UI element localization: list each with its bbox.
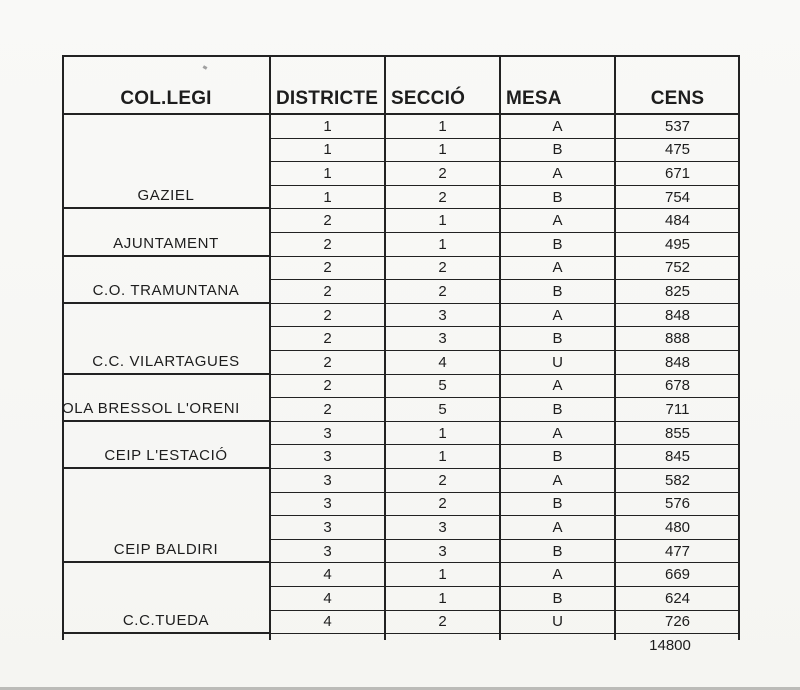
college-name: GAZIEL [62, 115, 270, 209]
cens-cell: 845 [615, 445, 740, 469]
college-name: C.C.TUEDA [62, 563, 270, 634]
mesa-cell: B [500, 233, 615, 257]
seccio-cell: 5 [385, 375, 500, 399]
mesa-cell: U [500, 611, 615, 635]
header-seccio: SECCIÓ [391, 88, 466, 109]
mesa-cell: A [500, 516, 615, 540]
college-name: C.C. VILARTAGUES [62, 304, 270, 375]
cens-cell: 495 [615, 233, 740, 257]
seccio-cell: 1 [385, 422, 500, 446]
cens-cell: 754 [615, 186, 740, 210]
seccio-cell: 1 [385, 587, 500, 611]
districte-cell: 2 [270, 233, 385, 257]
seccio-cell: 5 [385, 398, 500, 422]
districte-cell: 4 [270, 587, 385, 611]
college-name: OLA BRESSOL L'ORENI [62, 375, 270, 422]
cens-cell: 848 [615, 351, 740, 375]
cens-cell: 671 [615, 162, 740, 186]
header-row [62, 55, 740, 115]
mesa-cell: A [500, 209, 615, 233]
districte-cell: 2 [270, 351, 385, 375]
seccio-cell: 2 [385, 493, 500, 517]
seccio-cell: 2 [385, 611, 500, 635]
college-name: C.O. TRAMUNTANA [62, 257, 270, 304]
mesa-cell: A [500, 115, 615, 139]
mesa-cell: B [500, 540, 615, 564]
mesa-cell: A [500, 375, 615, 399]
total-cens: 14800 [649, 637, 691, 654]
districte-cell: 1 [270, 115, 385, 139]
cens-cell: 752 [615, 257, 740, 281]
mesa-cell: A [500, 304, 615, 328]
mesa-cell: A [500, 563, 615, 587]
header-cens: CENS [650, 88, 705, 109]
seccio-cell: 1 [385, 209, 500, 233]
mesa-cell: B [500, 327, 615, 351]
seccio-cell: 3 [385, 516, 500, 540]
mesa-cell: B [500, 139, 615, 163]
districte-cell: 3 [270, 469, 385, 493]
seccio-cell: 2 [385, 162, 500, 186]
seccio-cell: 1 [385, 233, 500, 257]
cens-cell: 484 [615, 209, 740, 233]
districte-cell: 2 [270, 327, 385, 351]
seccio-cell: 3 [385, 540, 500, 564]
header-districte: DISTRICTE [276, 88, 379, 109]
districte-cell: 2 [270, 280, 385, 304]
districte-cell: 2 [270, 398, 385, 422]
districte-cell: 3 [270, 516, 385, 540]
mesa-cell: B [500, 587, 615, 611]
seccio-cell: 3 [385, 327, 500, 351]
districte-cell: 2 [270, 209, 385, 233]
mesa-cell: B [500, 445, 615, 469]
seccio-cell: 1 [385, 115, 500, 139]
seccio-cell: 2 [385, 257, 500, 281]
mesa-cell: A [500, 162, 615, 186]
cens-cell: 711 [615, 398, 740, 422]
mesa-cell: B [500, 186, 615, 210]
mesa-cell: A [500, 422, 615, 446]
mesa-cell: B [500, 398, 615, 422]
cens-cell: 576 [615, 493, 740, 517]
mesa-cell: A [500, 257, 615, 281]
districte-cell: 3 [270, 422, 385, 446]
seccio-cell: 1 [385, 445, 500, 469]
college-name: CEIP BALDIRI [62, 469, 270, 563]
mesa-cell: B [500, 280, 615, 304]
cens-cell: 669 [615, 563, 740, 587]
cens-cell: 477 [615, 540, 740, 564]
cens-cell: 537 [615, 115, 740, 139]
college-name: CEIP L'ESTACIÓ [62, 422, 270, 469]
districte-cell: 3 [270, 445, 385, 469]
cens-cell: 678 [615, 375, 740, 399]
districte-cell: 2 [270, 375, 385, 399]
cens-cell: 480 [615, 516, 740, 540]
cens-cell: 726 [615, 611, 740, 635]
cens-cell: 855 [615, 422, 740, 446]
mesa-cell: B [500, 493, 615, 517]
seccio-cell: 1 [385, 139, 500, 163]
mesa-cell: U [500, 351, 615, 375]
districte-cell: 1 [270, 162, 385, 186]
districte-cell: 2 [270, 304, 385, 328]
college-name: AJUNTAMENT [62, 209, 270, 256]
seccio-cell: 3 [385, 304, 500, 328]
cens-cell: 582 [615, 469, 740, 493]
seccio-cell: 4 [385, 351, 500, 375]
cens-cell: 825 [615, 280, 740, 304]
header-col-legi: COL.LEGI [120, 88, 212, 109]
seccio-cell: 2 [385, 186, 500, 210]
cens-cell: 475 [615, 139, 740, 163]
seccio-cell: 1 [385, 563, 500, 587]
districte-cell: 4 [270, 611, 385, 635]
cens-cell: 848 [615, 304, 740, 328]
cens-cell: 624 [615, 587, 740, 611]
districte-cell: 3 [270, 493, 385, 517]
seccio-cell: 2 [385, 280, 500, 304]
districte-cell: 1 [270, 139, 385, 163]
header-mesa: MESA [506, 88, 562, 109]
cens-cell: 888 [615, 327, 740, 351]
districte-cell: 3 [270, 540, 385, 564]
districte-cell: 1 [270, 186, 385, 210]
seccio-cell: 2 [385, 469, 500, 493]
districte-cell: 4 [270, 563, 385, 587]
districte-cell: 2 [270, 257, 385, 281]
mesa-cell: A [500, 469, 615, 493]
